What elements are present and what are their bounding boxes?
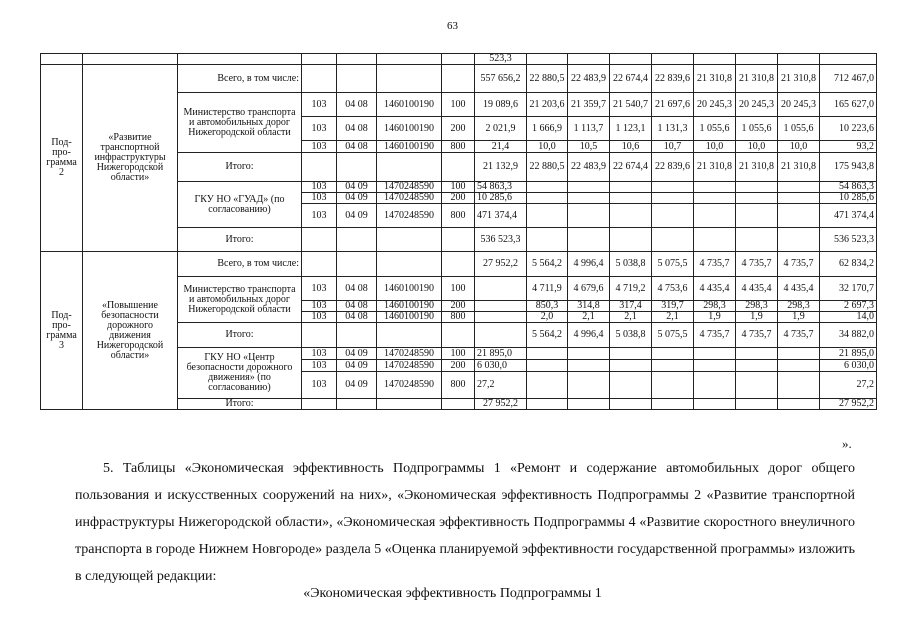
agency-name: ГКУ НО «Центр безопасности дорожного движения» (по согласованию) <box>178 348 302 399</box>
table-cell <box>694 372 736 399</box>
table-cell: 10,0 <box>694 141 736 153</box>
table-cell <box>694 399 736 410</box>
table-cell: 850,3 <box>527 301 568 312</box>
table-cell <box>736 372 778 399</box>
table-cell: 1 055,6 <box>694 117 736 141</box>
table-cell: 22 839,6 <box>652 65 694 93</box>
table-cell <box>778 348 820 360</box>
subprogram-label: Под-про-грамма 3 <box>41 252 83 410</box>
table-cell: 54 863,3 <box>475 182 527 193</box>
row-label: Всего, в том числе: <box>178 65 302 93</box>
table-cell: 103 <box>302 360 337 372</box>
table-cell <box>778 193 820 204</box>
table-cell: 4 735,7 <box>736 323 778 348</box>
table-cell: 04 08 <box>337 141 377 153</box>
table-cell: 54 863,3 <box>820 182 877 193</box>
table-cell: 100 <box>442 277 475 301</box>
table-cell: 200 <box>442 193 475 204</box>
table-cell: 21 310,8 <box>694 153 736 182</box>
table-cell: 62 834,2 <box>820 252 877 277</box>
table-cell <box>610 372 652 399</box>
table-cell: 103 <box>302 182 337 193</box>
table-cell: 20 245,3 <box>778 93 820 117</box>
table-cell <box>610 182 652 193</box>
table-cell: 1 666,9 <box>527 117 568 141</box>
table-cell: 471 374,4 <box>820 204 877 228</box>
table-cell: 1,9 <box>736 312 778 323</box>
table-cell <box>337 65 377 93</box>
table-cell <box>302 153 337 182</box>
table-cell: 1 113,7 <box>568 117 610 141</box>
table-cell <box>694 182 736 193</box>
table-cell <box>527 228 568 252</box>
body-paragraph <box>75 455 855 590</box>
table-cell <box>694 348 736 360</box>
table-cell <box>568 204 610 228</box>
table-cell <box>337 323 377 348</box>
table-cell: 1460100190 <box>377 93 442 117</box>
table-cell: 1460100190 <box>377 277 442 301</box>
table-cell <box>652 228 694 252</box>
table-row <box>41 65 877 93</box>
table-cell: 04 09 <box>337 182 377 193</box>
table-cell: 22 674,4 <box>610 153 652 182</box>
table-cell <box>475 312 527 323</box>
closing-quote: ». <box>842 436 852 451</box>
table-cell <box>568 182 610 193</box>
table-cell: 04 09 <box>337 360 377 372</box>
table-cell: 21 310,8 <box>778 65 820 93</box>
table-cell: 27,2 <box>475 372 527 399</box>
table-cell <box>377 399 442 410</box>
paragraph-text: 5. Таблицы «Экономическая эффективность Подпрограммы 1 «Ремонт и содержание автомобильных дорог общего пользования и искусственных сооружений на них», «Экономическая эффективность Подпрограммы 2 «Развитие транспортной инфраструктуры Нижегородской области», «Экономическая эффективность Подпрограммы 4 «Развитие скоростного внеуличного транспорта в городе Нижнем Новгороде» раздела 5 «Оценка планируемой эффективности государственной программы» изложить в следующей редакции: <box>75 461 855 584</box>
table-cell: 6 030,0 <box>475 360 527 372</box>
table-cell <box>652 360 694 372</box>
table-cell: 10 223,6 <box>820 117 877 141</box>
table-cell: 10,7 <box>652 141 694 153</box>
table-cell <box>527 399 568 410</box>
table-cell <box>527 204 568 228</box>
table-cell <box>610 228 652 252</box>
table-cell: 04 08 <box>337 301 377 312</box>
table-cell <box>694 204 736 228</box>
table-cell: 103 <box>302 193 337 204</box>
table-cell <box>610 360 652 372</box>
table-cell: 4 735,7 <box>694 252 736 277</box>
table-cell: 1 055,6 <box>736 117 778 141</box>
table-cell <box>377 228 442 252</box>
table-cell: 536 523,3 <box>820 228 877 252</box>
table-cell: 200 <box>442 117 475 141</box>
table-cell: 21 359,7 <box>568 93 610 117</box>
table-cell <box>527 193 568 204</box>
table-cell: 10,0 <box>778 141 820 153</box>
table-cell: 21 203,6 <box>527 93 568 117</box>
agency-name: ГКУ НО «ГУАД» (по согласованию) <box>178 182 302 228</box>
table-cell: 10,5 <box>568 141 610 153</box>
table-cell: 1 131,3 <box>652 117 694 141</box>
table-cell: 800 <box>442 204 475 228</box>
table-cell: 100 <box>442 182 475 193</box>
table-cell: 200 <box>442 301 475 312</box>
table-cell: 2,0 <box>527 312 568 323</box>
table-cell <box>778 372 820 399</box>
table-cell: 22 674,4 <box>610 65 652 93</box>
table-cell: 314,8 <box>568 301 610 312</box>
table-cell: 1470248590 <box>377 193 442 204</box>
table-cell <box>442 228 475 252</box>
table-cell: 1470248590 <box>377 360 442 372</box>
table-cell <box>736 182 778 193</box>
table-cell: 1460100190 <box>377 301 442 312</box>
table-cell <box>652 399 694 410</box>
table-cell <box>442 399 475 410</box>
table-cell: 5 038,8 <box>610 323 652 348</box>
table-cell: 27 952,2 <box>475 399 527 410</box>
table-cell: 21 540,7 <box>610 93 652 117</box>
table-cell: 103 <box>302 348 337 360</box>
table-cell: 800 <box>442 372 475 399</box>
table-cell <box>527 372 568 399</box>
table-cell: 34 882,0 <box>820 323 877 348</box>
table-cell: 22 880,5 <box>527 65 568 93</box>
table-cell: 298,3 <box>736 301 778 312</box>
table-cell: 319,7 <box>652 301 694 312</box>
table-cell <box>652 348 694 360</box>
table-cell <box>694 228 736 252</box>
table-cell <box>302 65 337 93</box>
table-cell: 5 075,5 <box>652 323 694 348</box>
table-cell <box>778 399 820 410</box>
table-cell: 523,3 <box>475 54 527 65</box>
table-cell: 557 656,2 <box>475 65 527 93</box>
table-cell <box>337 228 377 252</box>
table-body <box>41 54 877 410</box>
table-cell <box>736 399 778 410</box>
table-cell: 100 <box>442 348 475 360</box>
table-cell: 800 <box>442 141 475 153</box>
table-cell: 21 697,6 <box>652 93 694 117</box>
table-cell: 04 09 <box>337 193 377 204</box>
table-cell: 2 021,9 <box>475 117 527 141</box>
table-cell: 10,0 <box>527 141 568 153</box>
table-cell: 4 435,4 <box>778 277 820 301</box>
row-label: Итого: <box>178 228 302 252</box>
table-cell: 1470248590 <box>377 348 442 360</box>
table-cell: 4 735,7 <box>778 323 820 348</box>
table-cell <box>527 348 568 360</box>
table-cell: 200 <box>442 360 475 372</box>
table-cell <box>377 323 442 348</box>
table-cell <box>568 372 610 399</box>
table-cell <box>778 228 820 252</box>
table-cell: 103 <box>302 301 337 312</box>
table-cell <box>475 323 527 348</box>
subprogram-label: Под-про-грамма 2 <box>41 65 83 252</box>
table-cell <box>302 228 337 252</box>
table-cell: 10 285,6 <box>820 193 877 204</box>
table-cell: 19 089,6 <box>475 93 527 117</box>
table-cell: 04 08 <box>337 277 377 301</box>
table-cell: 1460100190 <box>377 117 442 141</box>
table-cell <box>442 65 475 93</box>
table-cell: 04 09 <box>337 204 377 228</box>
table-cell <box>337 153 377 182</box>
table-cell <box>736 228 778 252</box>
table-cell <box>377 153 442 182</box>
table-cell: 536 523,3 <box>475 228 527 252</box>
table-cell: 5 564,2 <box>527 252 568 277</box>
table-cell: 14,0 <box>820 312 877 323</box>
table-cell <box>694 193 736 204</box>
table-cell: 21 132,9 <box>475 153 527 182</box>
table-cell: 298,3 <box>778 301 820 312</box>
table-cell <box>736 348 778 360</box>
table-cell <box>610 193 652 204</box>
table-cell: 103 <box>302 372 337 399</box>
table-cell: 1470248590 <box>377 372 442 399</box>
table-cell <box>778 360 820 372</box>
table-cell: 2 697,3 <box>820 301 877 312</box>
table-cell: 10,6 <box>610 141 652 153</box>
table-cell <box>302 323 337 348</box>
row-label: Итого: <box>178 399 302 410</box>
row-label: Итого: <box>178 153 302 182</box>
table-cell <box>442 323 475 348</box>
table-cell <box>736 204 778 228</box>
page-number: 63 <box>447 20 458 32</box>
table-cell <box>337 252 377 277</box>
table-cell: 1470248590 <box>377 182 442 193</box>
table-cell: 298,3 <box>694 301 736 312</box>
table-cell: 103 <box>302 93 337 117</box>
table-cell: 93,2 <box>820 141 877 153</box>
table-cell <box>652 204 694 228</box>
table-cell: 21 895,0 <box>820 348 877 360</box>
table-cell: 21,4 <box>475 141 527 153</box>
table-cell: 103 <box>302 277 337 301</box>
table-cell <box>610 204 652 228</box>
table-cell: 27,2 <box>820 372 877 399</box>
table-cell <box>377 252 442 277</box>
table-cell: 20 245,3 <box>694 93 736 117</box>
table-cell: 1460100190 <box>377 312 442 323</box>
table-cell <box>652 372 694 399</box>
table-row <box>41 252 877 277</box>
table-cell: 22 839,6 <box>652 153 694 182</box>
table-cell: 1470248590 <box>377 204 442 228</box>
table-cell: 4 679,6 <box>568 277 610 301</box>
table-cell: 100 <box>442 93 475 117</box>
table-cell: 103 <box>302 204 337 228</box>
table-cell: 4 435,4 <box>736 277 778 301</box>
row-label: Итого: <box>178 323 302 348</box>
table-cell <box>778 204 820 228</box>
table-cell <box>568 360 610 372</box>
table-row <box>41 54 877 65</box>
table-cell: 4 735,7 <box>736 252 778 277</box>
table-cell <box>527 360 568 372</box>
budget-table <box>40 53 877 410</box>
table-cell: 175 943,8 <box>820 153 877 182</box>
table-cell <box>736 193 778 204</box>
table-cell <box>302 252 337 277</box>
table-cell <box>736 360 778 372</box>
table-cell <box>694 360 736 372</box>
table-cell: 4 735,7 <box>778 252 820 277</box>
table-cell: 2,1 <box>610 312 652 323</box>
table-cell: 5 564,2 <box>527 323 568 348</box>
table-cell: 4 996,4 <box>568 323 610 348</box>
table-cell: 4 719,2 <box>610 277 652 301</box>
table-cell: 4 753,6 <box>652 277 694 301</box>
table-cell: 21 895,0 <box>475 348 527 360</box>
table-cell <box>442 252 475 277</box>
table-cell: 04 09 <box>337 348 377 360</box>
table-cell <box>568 193 610 204</box>
table-cell: 1 055,6 <box>778 117 820 141</box>
table-cell: 27 952,2 <box>475 252 527 277</box>
table-cell: 04 08 <box>337 93 377 117</box>
table-cell: 317,4 <box>610 301 652 312</box>
table-cell: 22 483,9 <box>568 153 610 182</box>
table-cell: 04 08 <box>337 312 377 323</box>
table-cell <box>568 228 610 252</box>
agency-name: Министерство транспорта и автомобильных дорог Нижегородской области <box>178 277 302 323</box>
subprogram-name: «Повышение безопасности дорожного движения Нижегородской области» <box>83 252 178 410</box>
table-cell <box>610 348 652 360</box>
table-cell: 103 <box>302 141 337 153</box>
table-cell: 471 374,4 <box>475 204 527 228</box>
subprogram-name: «Развитие транспортной инфраструктуры Нижегородской области» <box>83 65 178 252</box>
table-cell <box>377 65 442 93</box>
table-cell <box>475 301 527 312</box>
table-cell: 1460100190 <box>377 141 442 153</box>
section-subtitle: «Экономическая эффективность Подпрограммы 1 <box>303 586 602 601</box>
table-cell <box>568 399 610 410</box>
row-label: Всего, в том числе: <box>178 252 302 277</box>
table-cell: 04 08 <box>337 117 377 141</box>
table-cell: 4 711,9 <box>527 277 568 301</box>
table-cell: 32 170,7 <box>820 277 877 301</box>
table-cell <box>527 182 568 193</box>
table-cell: 4 735,7 <box>694 323 736 348</box>
table-cell: 2,1 <box>568 312 610 323</box>
table-cell: 5 075,5 <box>652 252 694 277</box>
table-cell: 165 627,0 <box>820 93 877 117</box>
table-cell: 5 038,8 <box>610 252 652 277</box>
table-cell: 20 245,3 <box>736 93 778 117</box>
table-cell: 712 467,0 <box>820 65 877 93</box>
table-cell: 22 483,9 <box>568 65 610 93</box>
table-cell: 1 123,1 <box>610 117 652 141</box>
table-cell <box>337 399 377 410</box>
table-cell: 21 310,8 <box>736 153 778 182</box>
table-cell: 4 435,4 <box>694 277 736 301</box>
table-cell: 27 952,2 <box>820 399 877 410</box>
table-cell: 800 <box>442 312 475 323</box>
table-cell: 1,9 <box>694 312 736 323</box>
table-cell: 1,9 <box>778 312 820 323</box>
table-cell <box>568 348 610 360</box>
table-cell: 21 310,8 <box>736 65 778 93</box>
table-cell: 10 285,6 <box>475 193 527 204</box>
table-cell <box>610 399 652 410</box>
table-cell: 6 030,0 <box>820 360 877 372</box>
table-cell <box>652 193 694 204</box>
table-cell: 103 <box>302 312 337 323</box>
table-cell: 21 310,8 <box>778 153 820 182</box>
table-cell: 10,0 <box>736 141 778 153</box>
table-cell: 22 880,5 <box>527 153 568 182</box>
table-cell <box>442 153 475 182</box>
table-cell: 103 <box>302 117 337 141</box>
table-cell <box>778 182 820 193</box>
agency-name: Министерство транспорта и автомобильных дорог Нижегородской области <box>178 93 302 153</box>
table-cell: 04 09 <box>337 372 377 399</box>
table-cell: 4 996,4 <box>568 252 610 277</box>
table-cell: 21 310,8 <box>694 65 736 93</box>
table-cell: 2,1 <box>652 312 694 323</box>
table-cell <box>652 182 694 193</box>
table-cell <box>475 277 527 301</box>
table-cell <box>302 399 337 410</box>
